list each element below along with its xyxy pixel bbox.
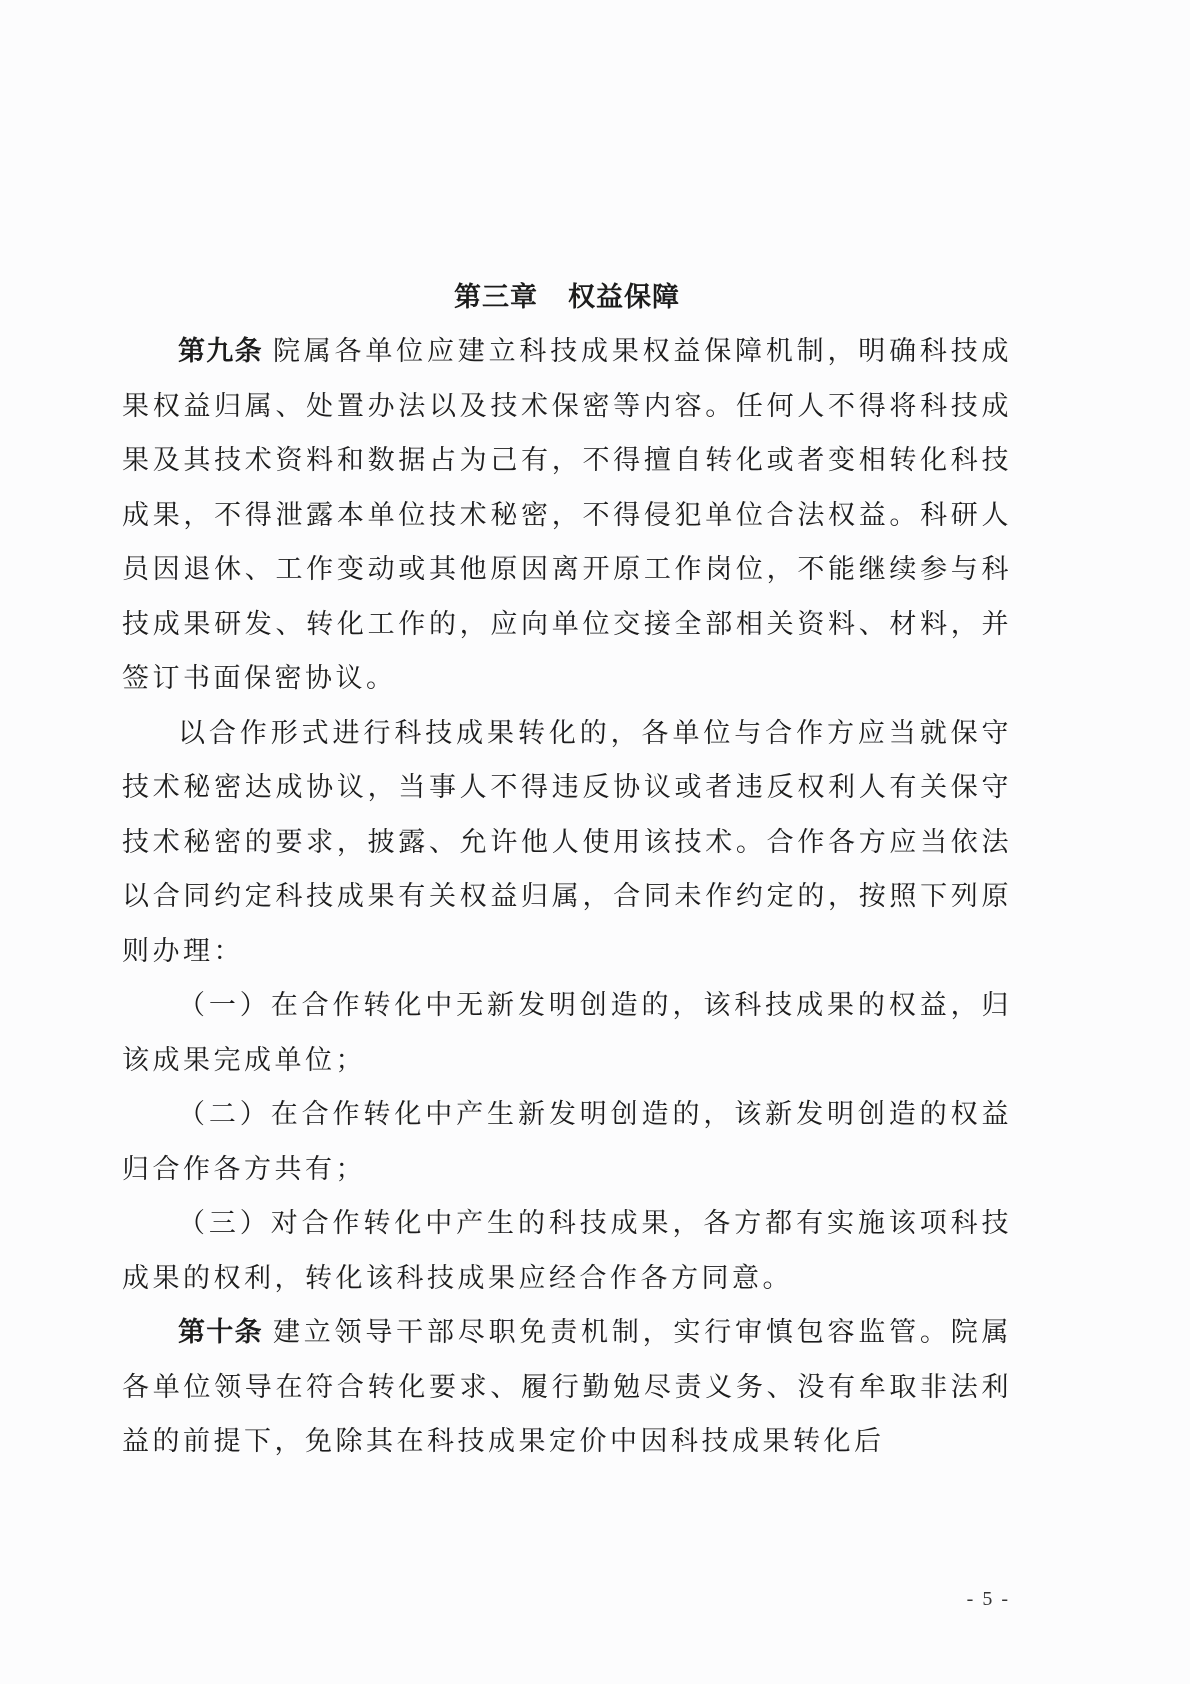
chapter-heading <box>122 270 1012 325</box>
chapter-number: 第三章 <box>454 282 538 313</box>
article-9-label: 第九条 <box>178 336 263 367</box>
article-9-paragraph-1 <box>122 325 1012 707</box>
article-10-paragraph-1 <box>122 1306 1012 1470</box>
chapter-title: 权益保障 <box>568 282 680 313</box>
article-9-text-1: 院属各单位应建立科技成果权益保障机制，明确科技成果权益归属、处置办法以及技术保密等内容。任何人不得将科技成果及其技术资料和数据占为己有，不得擅自转化或者变相转化科技成果，不得泄露本单位技术秘密，不得侵犯单位合法权益。科研人员因退休、工作变动或其他原因离开原工作岗位，不能继续参与科技成果研发、转化工作的，应向单位交接全部相关资料、材料，并签订书面保密协议。 <box>122 336 1013 694</box>
article-9-clause-2: （二）在合作转化中产生新发明创造的，该新发明创造的权益归合作各方共有； <box>122 1099 1012 1185</box>
page-number: - 5 - <box>966 1588 1010 1610</box>
article-9-clause-1: （一）在合作转化中无新发明创造的，该科技成果的权益，归该成果完成单位； <box>122 990 1012 1076</box>
article-9-paragraph-2: 以合作形式进行科技成果转化的，各单位与合作方应当就保守技术秘密达成协议，当事人不得违反协议或者违反权利人有关保守技术秘密的要求，披露、允许他人使用该技术。合作各方应当依法以合同约定科技成果有关权益归属，合同未作约定的，按照下列原则办理： <box>122 717 1012 967</box>
article-10-text-1: 建立领导干部尽职免责机制，实行审慎包容监管。院属各单位领导在符合转化要求、履行勤勉尽责义务、没有牟取非法利益的前提下，免除其在科技成果定价中因科技成果转化后 <box>122 1317 1013 1457</box>
document-body <box>122 270 1012 1470</box>
article-9-clause-3: （三）对合作转化中产生的科技成果，各方都有实施该项科技成果的权利，转化该科技成果应经合作各方同意。 <box>122 1208 1012 1294</box>
article-10-label: 第十条 <box>178 1317 263 1348</box>
